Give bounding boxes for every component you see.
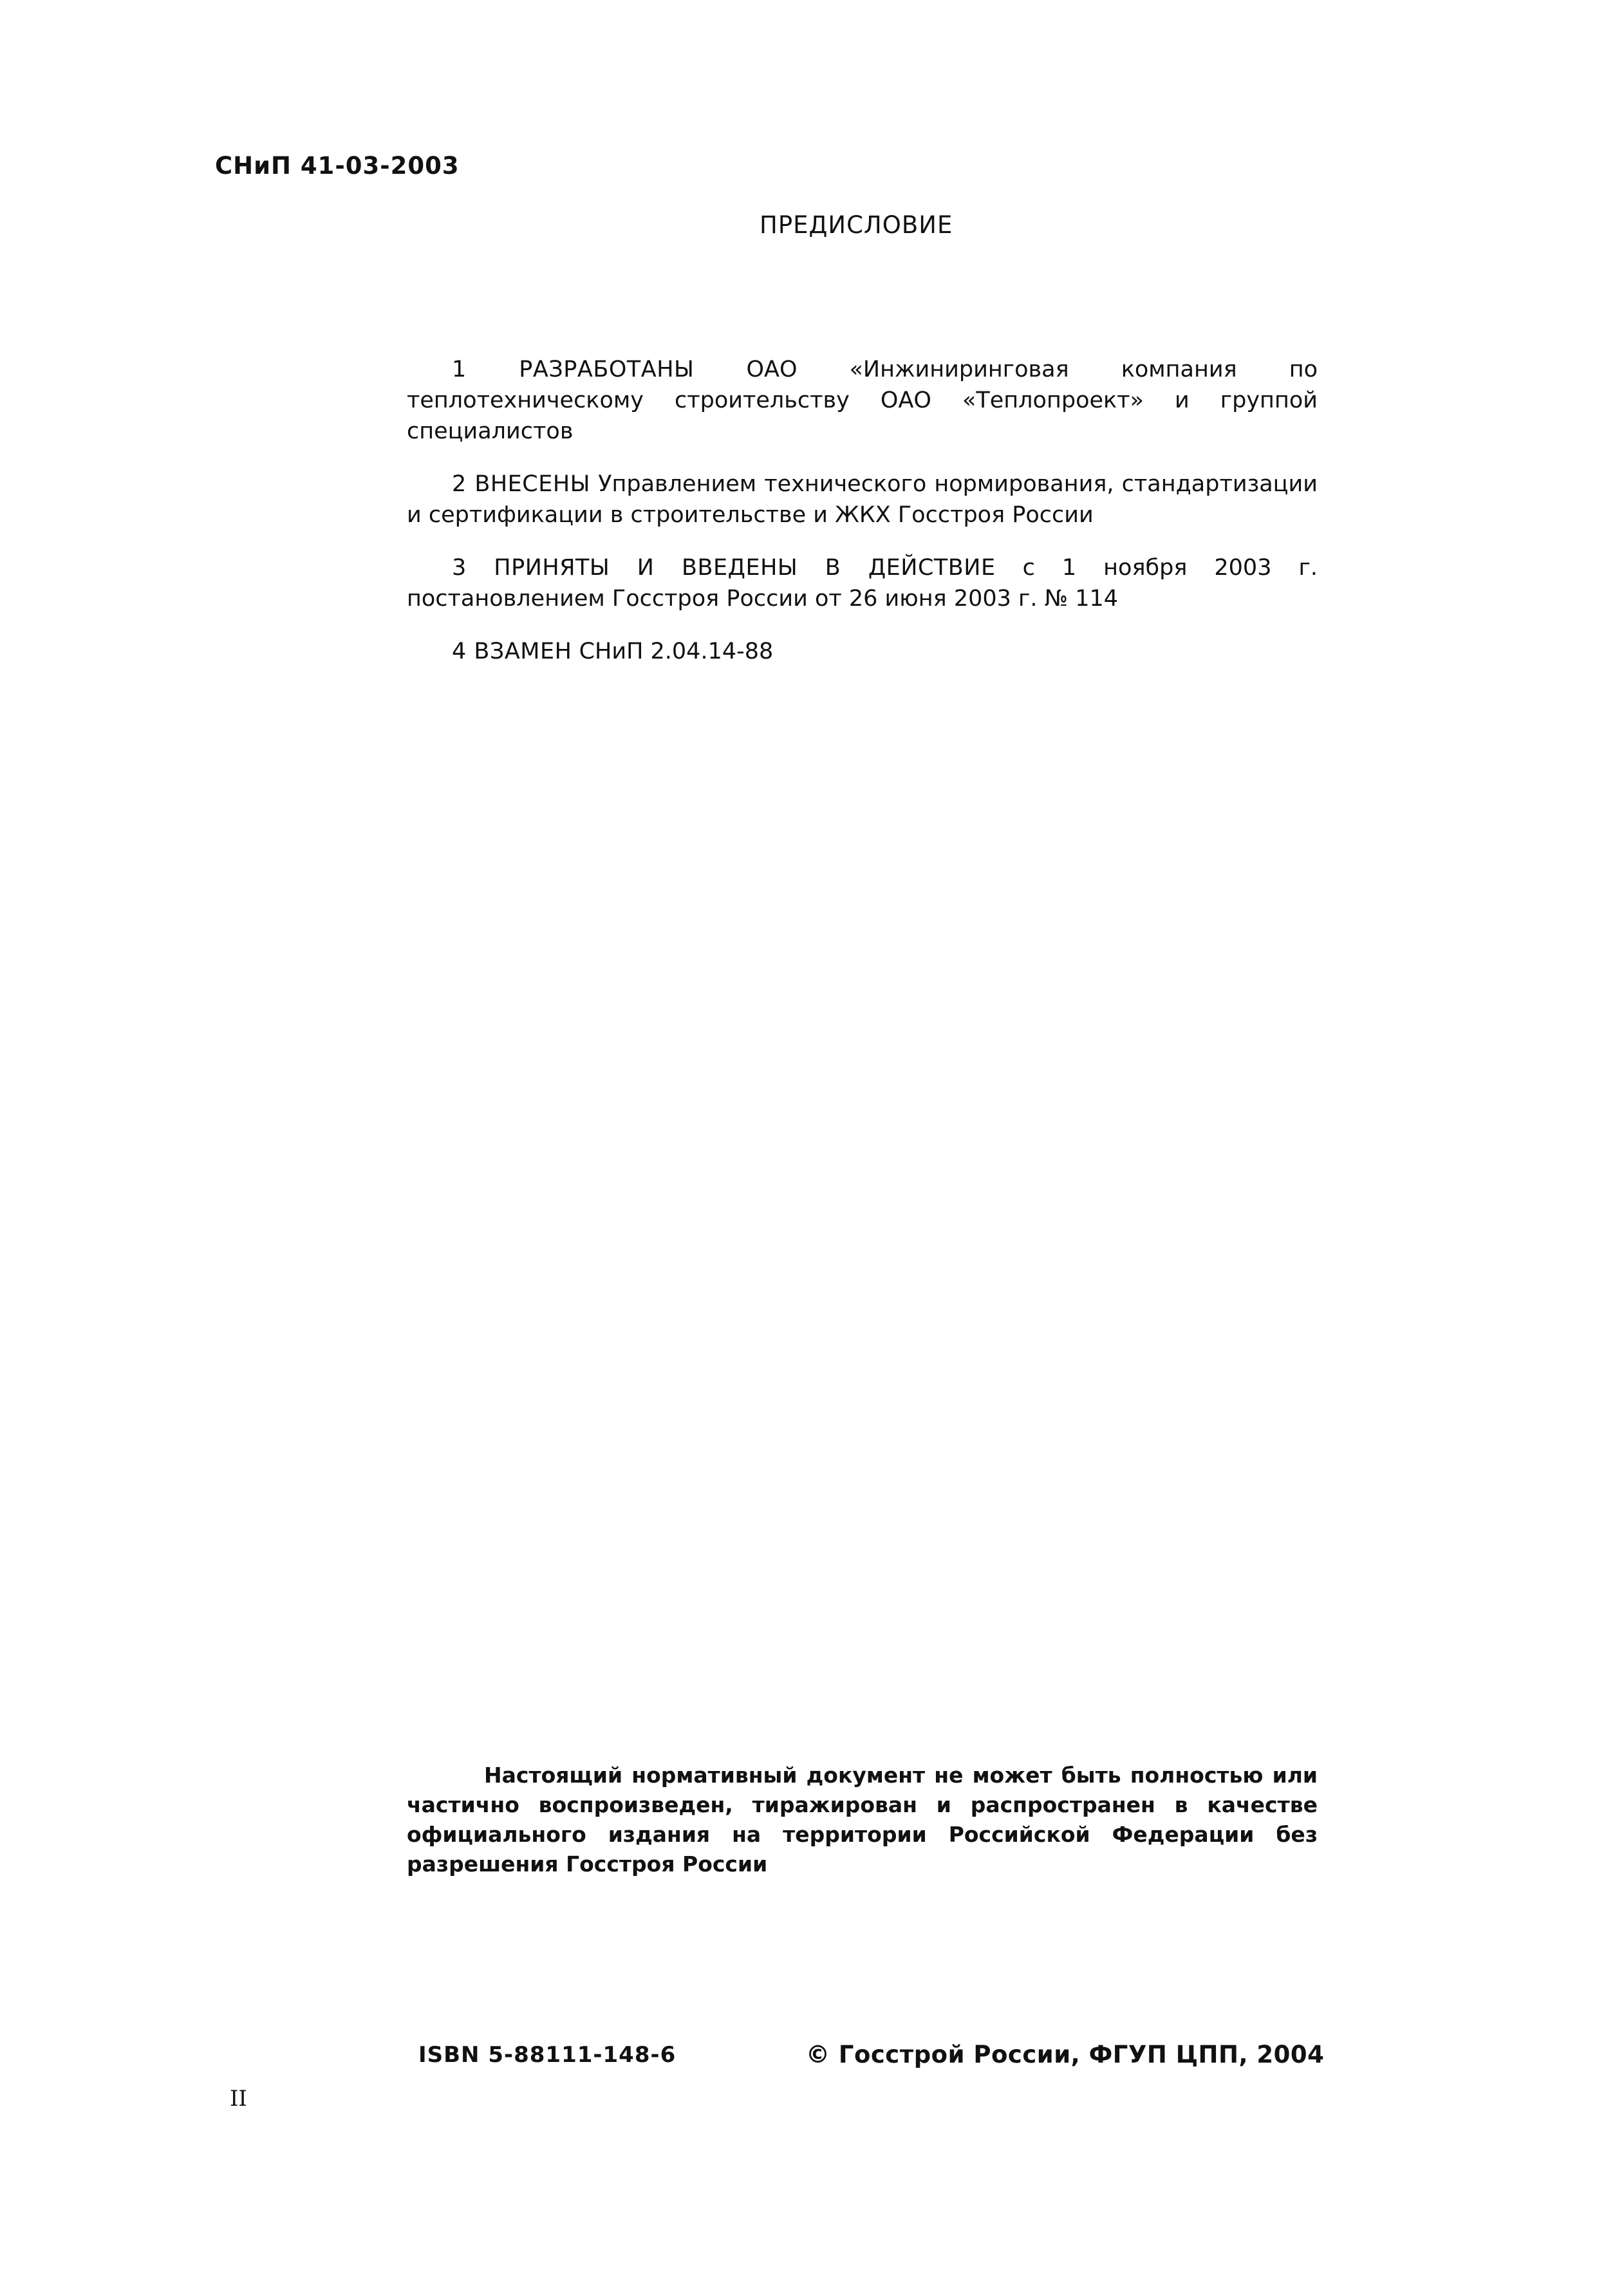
item-text: с 1 ноября 2003 г. постановлением Госстроя России от 26 июня 2003 г. № 114 (407, 555, 1318, 612)
item-lead: 1 РАЗРАБОТАНЫ (452, 357, 695, 382)
item-lead: 3 ПРИНЯТЫ И ВВЕДЕНЫ В ДЕЙСТВИЕ (452, 555, 996, 581)
preface-item-1 (407, 354, 1318, 447)
document-code: СНиП 41-03-2003 (215, 152, 460, 180)
item-text: СНиП 2.04.14-88 (579, 639, 774, 664)
item-lead: 2 ВНЕСЕНЫ (452, 471, 591, 497)
page-title: ПРЕДИСЛОВИЕ (760, 211, 953, 239)
preface-item-2 (407, 469, 1318, 530)
page-number: II (230, 2086, 247, 2112)
preface-items (407, 354, 1318, 689)
preface-item-4 (407, 636, 1318, 667)
copyright-line: © Госстрой России, ФГУП ЦПП, 2004 (806, 2041, 1325, 2068)
copyright-notice: Настоящий нормативный документ не может быть полностью или частично воспроизведен, тиражирован и распространен в качестве официального издания на территории Российской Федерации без разрешения Госстроя России (407, 1763, 1318, 1877)
item-text: ОАО «Инжиниринговая компания по теплотехническому строительству ОАО «Теплопроект» и группой специалистов (407, 357, 1318, 444)
item-lead: 4 ВЗАМЕН (452, 639, 572, 664)
isbn: ISBN 5-88111-148-6 (418, 2042, 677, 2068)
item-text: Управлением технического нормирования, стандартизации и сертификации в строительстве и ЖКХ Госстроя России (407, 471, 1318, 528)
preface-item-3 (407, 552, 1318, 614)
